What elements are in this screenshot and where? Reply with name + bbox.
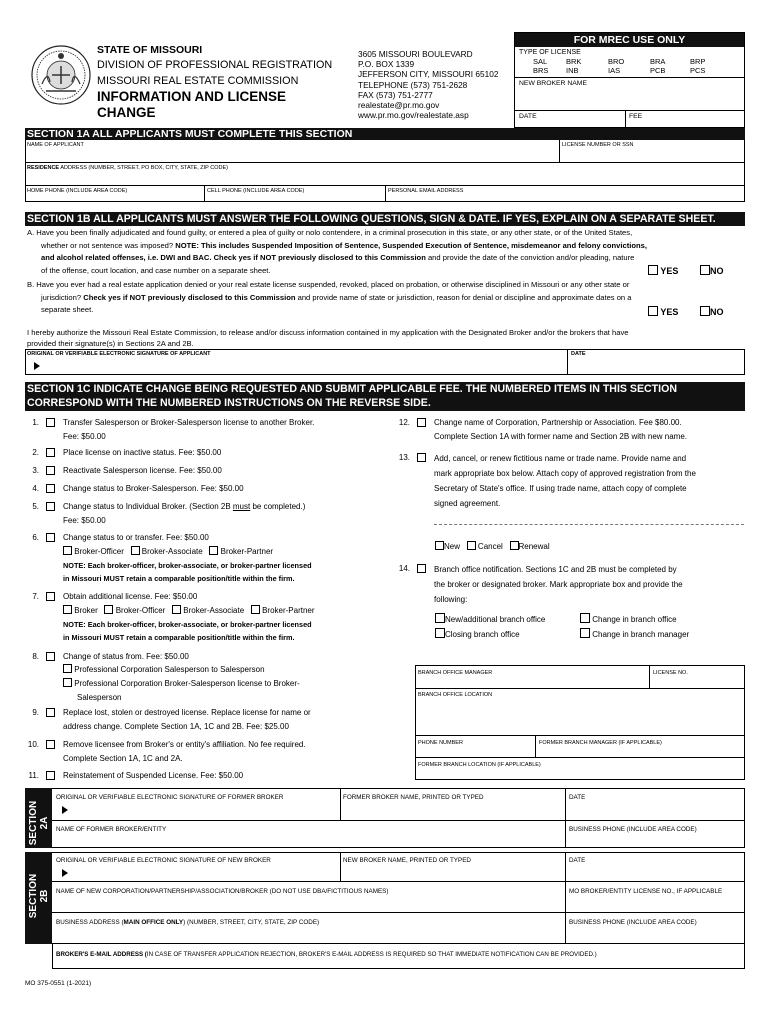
item-number: 5.: [32, 502, 39, 511]
form-title-line2: CHANGE: [97, 104, 156, 120]
option-label: Salesperson: [77, 693, 122, 702]
item-text: [63, 416, 314, 444]
address-line: 3605 MISSOURI BOULEVARD: [358, 49, 473, 59]
address-label-part: BUSINESS ADDRESS (: [56, 919, 124, 926]
option-label: Professional Corporation Salesperson to Salesperson: [74, 665, 265, 674]
item-line: Change name of Corporation, Partnership or Association. Fee $80.00.: [434, 418, 682, 427]
type-code: BRP: [690, 57, 706, 66]
personal-email-field[interactable]: PERSONAL EMAIL ADDRESS: [388, 188, 464, 194]
form-number: MO 375-0551 (1-2021): [25, 980, 92, 987]
branch-manager-field[interactable]: BRANCH OFFICE MANAGER: [418, 670, 493, 676]
new-corporation-name-field[interactable]: NAME OF NEW CORPORATION/PARTNERSHIP/ASSOCIATION/BROKER (DO NOT USE DBA/FICTITIOUS NAMES): [56, 888, 389, 895]
item-line: Fee: $50.00: [63, 432, 106, 441]
applicant-signature-field[interactable]: [44, 358, 564, 374]
note-line: in Missouri MUST retain a comparable position/title within the firm.: [63, 632, 295, 642]
branch-phone-field[interactable]: PHONE NUMBER: [418, 740, 463, 746]
item-6-broker-partner-checkbox[interactable]: [209, 546, 218, 555]
qb-line: separate sheet.: [41, 305, 94, 314]
header-commission: MISSOURI REAL ESTATE COMMISSION: [97, 75, 299, 87]
type-code: BRK: [566, 57, 582, 66]
fictitious-name-field[interactable]: [434, 524, 744, 525]
applicant-signature-label: ORIGINAL OR VERIFIABLE ELECTRONIC SIGNATURE OF APPLICANT: [27, 351, 211, 357]
item-text: [63, 500, 305, 528]
item-1: [25, 416, 385, 444]
new-broker-signature-field[interactable]: [72, 866, 337, 880]
item-number: 9.: [32, 708, 39, 717]
item-number: 8.: [32, 652, 39, 661]
signature-arrow-icon: [62, 869, 68, 877]
mo-broker-license-field[interactable]: MO BROKER/ENTITY LICENSE NO., IF APPLICABLE: [569, 888, 723, 895]
item-line: Change status to Individual Broker. (Section 2B: [63, 502, 233, 511]
yes-label: YES: [660, 307, 679, 317]
email-label-bold: BROKER'S E-MAIL ADDRESS (: [56, 951, 147, 958]
item-number: 6.: [32, 533, 39, 542]
type-code: BRA: [650, 57, 666, 66]
option-label: Change in branch manager: [592, 630, 690, 639]
cell-phone-field[interactable]: CELL PHONE (INCLUDE AREA CODE): [207, 188, 305, 194]
item-text: Reactivate Salesperson license. Fee: $50.00: [63, 466, 222, 475]
item-number: 2.: [32, 448, 39, 457]
option-label: Broker-Officer: [74, 547, 124, 556]
section-code: 2B: [39, 889, 50, 903]
item-line: Replace lost, stolen or destroyed license. Replace license for name or: [63, 708, 311, 717]
qb-line: jurisdiction?: [41, 292, 84, 302]
item-8-option-b: [63, 677, 300, 705]
address-line: TELEPHONE (573) 751-2628: [358, 79, 468, 90]
former-location-field[interactable]: FORMER BRANCH LOCATION (IF APPLICABLE): [418, 762, 541, 768]
former-business-phone-field[interactable]: BUSINESS PHONE (INCLUDE AREA CODE): [569, 826, 697, 833]
type-code: BRO: [608, 57, 625, 66]
item-7-broker-officer-checkbox[interactable]: [104, 605, 113, 614]
option-label: Professional Corporation Broker-Salesperson license to Broker-: [74, 679, 300, 688]
mrec-fee-label: FEE: [629, 113, 643, 120]
item-13-new-checkbox[interactable]: [435, 541, 444, 550]
option-label: Renewal: [518, 542, 550, 551]
mrec-use-box: [514, 32, 745, 128]
applicant-date-field[interactable]: DATE: [571, 351, 586, 357]
item-6-note: [63, 560, 312, 585]
qa-line: A. Have you been finally adjudicated and found guilty, or entered a plea of guilty or nolo contendere, in a criminal prosecution in this state, or any other state, or of the United States,: [27, 228, 633, 237]
item-11-checkbox[interactable]: [46, 771, 55, 780]
former-broker-signature-label: ORIGINAL OR VERIFIABLE ELECTRONIC SIGNATURE OF FORMER BROKER: [56, 794, 284, 801]
qb-line: and provide name of state or jurisdiction, reason for denial or discipline and approximate dates on a: [295, 292, 632, 302]
item-7-broker-associate-checkbox[interactable]: [172, 605, 181, 614]
residence-bold: RESIDENCE: [27, 165, 60, 171]
type-code: SAL: [533, 57, 548, 66]
item-6-options: [63, 545, 273, 559]
auth-line: I hereby authorize the Missouri Real Estate Commission, to release and/or discuss information contained in my application with the Designated Broker and/or the brokers that have: [27, 328, 629, 337]
form-title-line1: INFORMATION AND LICENSE: [97, 89, 286, 104]
home-phone-field[interactable]: HOME PHONE (INCLUDE AREA CODE): [27, 188, 128, 194]
item-8-option-a: [63, 663, 265, 677]
item-text: Place license on inactive status. Fee: $50.00: [63, 448, 222, 457]
item-13-options: [435, 540, 550, 554]
item-line: Complete Section 1A with former name and Section 2B with new name.: [434, 432, 688, 441]
item-9-checkbox[interactable]: [46, 708, 55, 717]
item-number: 7.: [32, 592, 39, 601]
item-line: be completed.): [250, 502, 306, 511]
section-1a-header: SECTION 1A ALL APPLICANTS MUST COMPLETE THIS SECTION: [25, 128, 745, 140]
no-label: NO: [710, 307, 724, 317]
broker-email-field[interactable]: [56, 951, 597, 958]
qa-no-option[interactable]: [700, 265, 724, 276]
item-text: Obtain additional license. Fee: $50.00: [63, 592, 198, 601]
item-5-checkbox[interactable]: [46, 502, 55, 511]
option-label: New: [444, 542, 461, 551]
item-number: 1.: [32, 418, 39, 427]
item-7-checkbox[interactable]: [46, 592, 55, 601]
type-code: PCB: [650, 66, 666, 75]
former-entity-field[interactable]: NAME OF FORMER BROKER/ENTITY: [56, 826, 167, 833]
section-code: 2A: [39, 816, 50, 830]
branch-license-field[interactable]: LICENSE NO.: [653, 670, 688, 676]
item-number: 10.: [27, 740, 39, 749]
option-label: Broker-Associate: [183, 606, 245, 615]
item-14-change-branch: [580, 613, 677, 627]
option-label: Broker-Partner: [220, 547, 274, 556]
item-13-checkbox[interactable]: [417, 453, 426, 462]
change-manager-checkbox[interactable]: [580, 628, 590, 638]
address-line: JEFFERSON CITY, MISSOURI 65102: [358, 69, 499, 80]
type-code: BRS: [533, 66, 549, 75]
qa-yes-option[interactable]: [648, 265, 678, 276]
qa-line: whether or not sentence was imposed?: [41, 240, 176, 250]
item-emphasis: must: [232, 502, 251, 511]
note-line: NOTE: Each broker-officer, broker-associate, or broker-partner licensed: [63, 620, 312, 629]
license-type-label: TYPE OF LICENSE: [519, 49, 581, 56]
item-text: [434, 562, 683, 607]
agency-address: [358, 49, 498, 120]
item-text: [434, 451, 696, 511]
license-number-field[interactable]: LICENSE NUMBER OR SSN: [562, 142, 634, 148]
section-2b-label: [28, 866, 50, 926]
former-broker-signature-field[interactable]: [72, 803, 337, 817]
mrec-date-label: DATE: [519, 113, 537, 120]
item-8b-checkbox[interactable]: [63, 678, 72, 687]
qb-line: B. Have you ever had a real estate application denied or your real estate license suspended, revoked, placed on probation, or otherwise disciplined in Missouri or any other state or: [27, 280, 630, 289]
change-branch-checkbox[interactable]: [580, 613, 590, 623]
item-line: Fee: $50.00: [63, 516, 106, 525]
item-1-checkbox[interactable]: [46, 418, 55, 427]
new-broker-date-field[interactable]: DATE: [569, 857, 586, 864]
item-line: mark appropriate box below. Attach copy of approved registration from the: [434, 469, 696, 478]
residence-rest: ADDRESS (NUMBER, STREET, PO BOX, CITY, STATE, ZIP CODE): [59, 165, 228, 171]
website-link[interactable]: www.pr.mo.gov/realestate.asp: [358, 110, 469, 121]
section-1b-header: SECTION 1B ALL APPLICANTS MUST ANSWER THE FOLLOWING QUESTIONS, SIGN & DATE. IF YES, EXPLAIN ON A SEPARATE SHEET.: [25, 212, 745, 226]
item-line: signed agreement.: [434, 499, 501, 508]
item-14-change-manager: [580, 628, 689, 642]
item-number: 12.: [398, 418, 410, 427]
option-label: Broker-Partner: [262, 606, 315, 615]
item-number: 14.: [398, 564, 410, 573]
item-6-checkbox[interactable]: [46, 533, 55, 542]
no-label: NO: [710, 266, 724, 276]
item-line: following:: [434, 595, 468, 604]
new-broker-label: NEW BROKER NAME: [519, 80, 587, 87]
item-text: Change status to or transfer. Fee: $50.00: [63, 533, 209, 542]
qa-no-checkbox[interactable]: [700, 265, 710, 275]
qb-no-checkbox[interactable]: [700, 306, 710, 316]
item-number: 11.: [28, 771, 39, 780]
email-link[interactable]: realestate@pr.mo.gov: [358, 100, 440, 111]
email-label-rest: IN CASE OF TRANSFER APPLICATION REJECTION, BROKER'S E-MAIL ADDRESS IS REQUIRED SO THAT IMMEDIATE NOTIFICATION CAN BE PROVIDED.): [146, 951, 597, 958]
item-line: Remove licensee from Broker's or entity's affiliation. No fee required.: [63, 740, 306, 749]
header-division: DIVISION OF PROFESSIONAL REGISTRATION: [97, 59, 333, 71]
item-6-broker-associate-checkbox[interactable]: [131, 546, 140, 555]
qa-line: and provide the date of the conviction and/or pleading, nature: [425, 253, 635, 262]
item-4-checkbox[interactable]: [46, 484, 55, 493]
section-word: SECTION: [28, 873, 39, 919]
item-line: Add, cancel, or renew fictitious name or trade name. Provide name and: [434, 454, 687, 463]
option-label: Broker-Associate: [141, 547, 203, 556]
qa-yes-checkbox[interactable]: [648, 265, 658, 275]
option-label: New/additional branch office: [445, 615, 546, 624]
residence-address-field[interactable]: [27, 165, 228, 172]
state-seal: [30, 44, 92, 106]
new-broker-printed-field[interactable]: NEW BROKER NAME, PRINTED OR TYPED: [343, 857, 471, 864]
new-broker-signature-label: ORIGINAL OR VERIFIABLE ELECTRONIC SIGNATURE OF NEW BROKER: [56, 857, 271, 864]
item-line: address change. Complete Section 1A, 1C and 2B. Fee: $25.00: [63, 722, 289, 731]
section-1c-title-line2: CORRESPOND WITH THE NUMBERED INSTRUCTIONS ON THE REVERSE SIDE.: [27, 397, 431, 409]
qa-note: and alcohol related offenses, i.e. DWI and BAC. Check yes if NOT previously disclosed to this Commission: [41, 253, 426, 262]
item-text: [434, 416, 687, 444]
item-line: the broker or designated broker. Mark appropriate box and provide the: [434, 580, 683, 589]
item-10-checkbox[interactable]: [46, 740, 55, 749]
item-text: Reinstatement of Suspended License. Fee: $50.00: [63, 771, 244, 780]
signature-arrow-icon: [62, 806, 68, 814]
new-branch-checkbox[interactable]: [435, 613, 445, 623]
item-number: 4.: [32, 484, 39, 493]
qb-no-option[interactable]: [700, 306, 724, 317]
business-address-field[interactable]: [56, 919, 319, 927]
item-13-cancel-checkbox[interactable]: [467, 541, 476, 550]
qb-note: Check yes if NOT previously disclosed to this Commission: [83, 292, 296, 302]
item-line: Secretary of State's office. If using trade name, attach copy of complete: [434, 484, 687, 493]
qb-yes-option[interactable]: [648, 306, 678, 317]
item-7-broker-partner-checkbox[interactable]: [251, 605, 260, 614]
section-1c-title-line1: SECTION 1C INDICATE CHANGE BEING REQUESTED AND SUBMIT APPLICABLE FEE. THE NUMBERED ITEMS IN THIS SECTION: [27, 383, 677, 395]
item-14-closing-branch: [435, 628, 520, 642]
item-number: 3.: [32, 466, 39, 475]
signature-arrow-icon: [34, 362, 40, 370]
item-line: Complete Section 1A, 1C and 2A.: [63, 754, 183, 763]
address-line: P.O. BOX 1339: [358, 59, 415, 70]
item-number: 13.: [398, 453, 410, 462]
item-8a-checkbox[interactable]: [63, 664, 72, 673]
mrec-title: FOR MREC USE ONLY: [515, 33, 744, 47]
former-broker-printed-field[interactable]: FORMER BROKER NAME, PRINTED OR TYPED: [343, 794, 484, 801]
option-label: Change in branch office: [592, 615, 677, 624]
qa-line: of the offense, court location, and case number on a separate sheet.: [41, 265, 271, 275]
item-text: [63, 738, 306, 766]
item-12-checkbox[interactable]: [417, 418, 426, 427]
item-14-new-branch: [435, 613, 545, 627]
address-label-bold: MAIN OFFICE ONLY: [123, 919, 184, 926]
item-line: Branch office notification. Sections 1C and 2B must be completed by: [434, 565, 677, 574]
item-text: Change of status from. Fee: $50.00: [63, 652, 189, 661]
former-manager-field[interactable]: FORMER BRANCH MANAGER (IF APPLICABLE): [539, 740, 662, 746]
item-14-checkbox[interactable]: [417, 564, 426, 573]
item-6-broker-officer-checkbox[interactable]: [63, 546, 72, 555]
type-code: IAS: [608, 66, 621, 75]
header-state: STATE OF MISSOURI: [97, 44, 203, 56]
address-line: FAX (573) 751-2777: [358, 89, 433, 100]
question-a: [27, 227, 745, 277]
item-13-renewal-checkbox[interactable]: [510, 541, 519, 550]
item-7-note: [63, 619, 312, 644]
yes-label: YES: [660, 266, 679, 276]
applicant-name-field[interactable]: NAME OF APPLICANT: [27, 142, 84, 148]
closing-branch-checkbox[interactable]: [435, 628, 445, 638]
former-broker-date-field[interactable]: DATE: [569, 794, 586, 801]
section-word: SECTION: [28, 800, 39, 846]
note-line: in Missouri MUST retain a comparable position/title within the firm.: [63, 573, 295, 583]
option-label: Broker: [74, 606, 98, 615]
item-7-options: [63, 604, 315, 618]
item-8-checkbox[interactable]: [46, 652, 55, 661]
address-label-part: ) (NUMBER, STREET, CITY, STATE, ZIP CODE): [183, 919, 320, 926]
authorization-text: [27, 327, 745, 349]
section-1c-header: [25, 382, 745, 411]
form-title: [97, 89, 286, 120]
qb-yes-checkbox[interactable]: [648, 306, 658, 316]
item-text: Change status to Broker-Salesperson. Fee: $50.00: [63, 484, 244, 493]
auth-line: provided their signature(s) in Sections 2A and 2B.: [27, 339, 194, 348]
question-b: [27, 279, 745, 317]
new-business-phone-field[interactable]: BUSINESS PHONE (INCLUDE AREA CODE): [569, 919, 697, 926]
branch-location-field[interactable]: BRANCH OFFICE LOCATION: [418, 692, 493, 698]
note-line: NOTE: Each broker-officer, broker-associate, or broker-partner licensed: [63, 561, 312, 570]
section-2a-label: [28, 793, 50, 853]
option-label: Cancel: [477, 542, 503, 551]
option-label: Broker-Officer: [115, 606, 166, 615]
item-text: [63, 706, 311, 734]
item-7-broker-checkbox[interactable]: [63, 605, 72, 614]
item-3-checkbox[interactable]: [46, 466, 55, 475]
qa-note: NOTE: This includes Suspended Imposition of Sentence, Suspended Execution of Sentence, misdemeanor and felony convictions,: [175, 240, 647, 250]
item-2-checkbox[interactable]: [46, 448, 55, 457]
type-code: INB: [566, 66, 579, 75]
item-line: Transfer Salesperson or Broker-Salesperson license to another Broker.: [63, 418, 315, 427]
type-code: PCS: [690, 66, 706, 75]
option-label: Closing branch office: [445, 630, 520, 639]
